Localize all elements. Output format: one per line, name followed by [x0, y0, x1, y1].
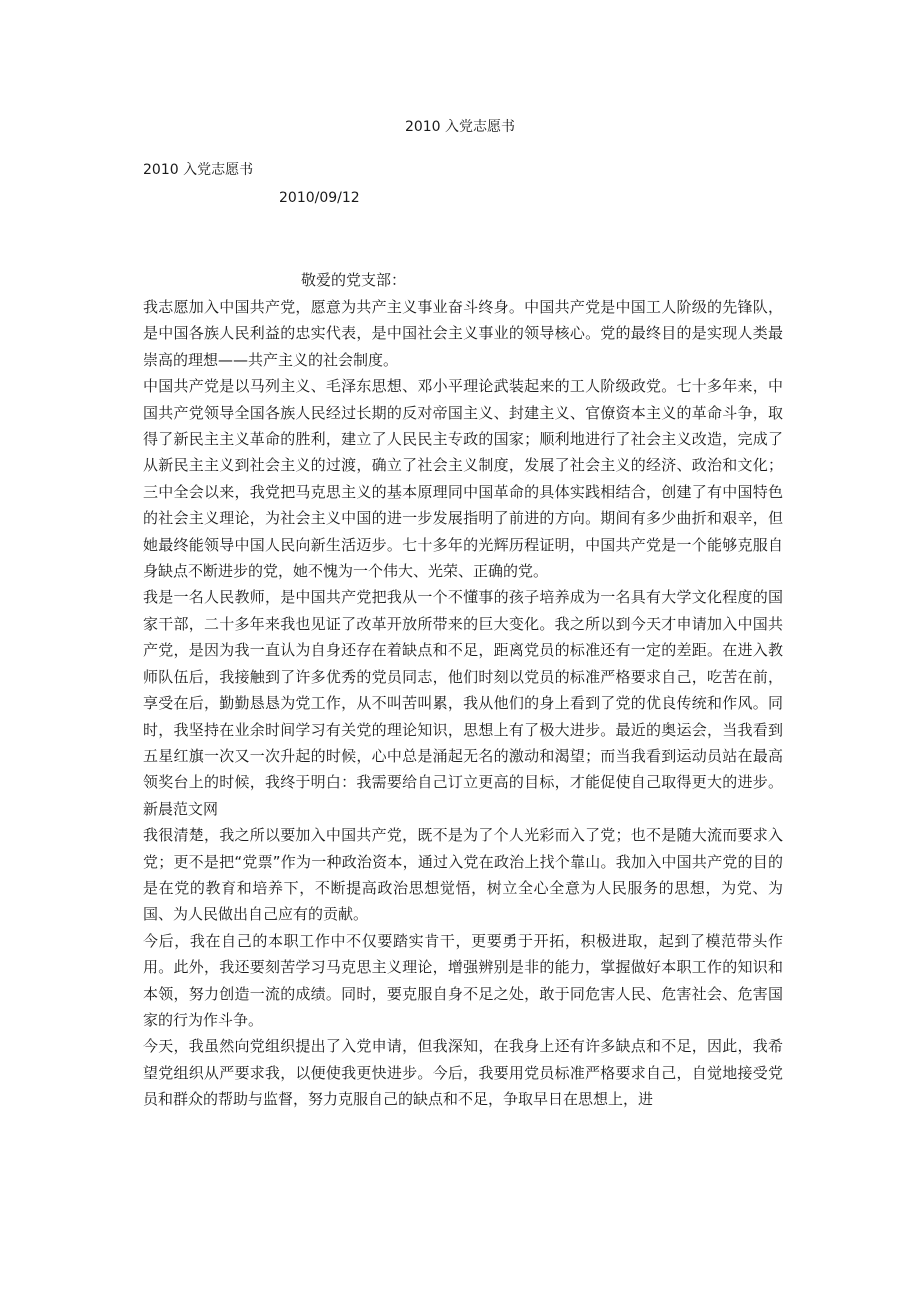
- document-date: 2010/09/12: [279, 190, 360, 206]
- paragraph: 我志愿加入中国共产党，愿意为共产主义事业奋斗终身。中国共产党是中国工人阶级的先锋队，是中国各族人民利益的忠实代表，是中国社会主义事业的领导核心。党的最终目的是实现人类最崇高的理想——共产主义的社会制度。: [143, 298, 783, 369]
- paragraph: 我是一名人民教师，是中国共产党把我从一个不懂事的孩子培养成为一名具有大学文化程度的国家干部，二十多年来我也见证了改革开放所带来的巨大变化。我之所以到今天才申请加入中国共产党，是因为我一直认为自身还存在着缺点和不足，距离党员的标准还有一定的差距。在进入教师队伍后，我接触到了许多优秀的党员同志，他们时刻以党员的标准严格要求自己，吃苦在前，享受在后，勤勤恳恳为党工作，从不叫苦叫累，我从他们的身上看到了党的优良传统和作风。同时，我坚持在业余时间学习有关党的理论知识，思想上有了极大进步。最近的奥运会，当我看到五星红旗一次又一次升起的时候，心中总是涌起无名的激动和渴望；而当我看到运动员站在最高领奖台上的时候，我终于明白：我需要给自己订立更高的目标，才能促使自己取得更大的进步。新晨范文网: [143, 588, 783, 818]
- document-body: [143, 294, 783, 1113]
- document-subtitle: 2010 入党志愿书: [143, 162, 254, 178]
- paragraph: 中国共产党是以马列主义、毛泽东思想、邓小平理论武装起来的工人阶级政党。七十多年来，中国共产党领导全国各族人民经过长期的反对帝国主义、封建主义、官僚资本主义的革命斗争，取得了新民主主义革命的胜利，建立了人民民主专政的国家；顺利地进行了社会主义改造，完成了从新民主主义到社会主义的过渡，确立了社会主义制度，发展了社会主义的经济、政治和文化；三中全会以来，我党把马克思主义的基本原理同中国革命的具体实践相结合，创建了有中国特色的社会主义理论，为社会主义中国的进一步发展指明了前进的方向。期间有多少曲折和艰辛，但她最终能领导中国人民向新生活迈步。七十多年的光辉历程证明，中国共产党是一个能够克服自身缺点不断进步的党，她不愧为一个伟大、光荣、正确的党。: [143, 377, 783, 581]
- paragraph: 我很清楚，我之所以要加入中国共产党，既不是为了个人光彩而入了党；也不是随大流而要求入党；更不是把“党票”作为一种政治资本，通过入党在政治上找个靠山。我加入中国共产党的目的是在党的教育和培养下，不断提高政治思想觉悟，树立全心全意为人民服务的思想，为党、为国、为人民做出自己应有的贡献。: [143, 826, 783, 924]
- paragraph: 今天，我虽然向党组织提出了入党申请，但我深知，在我身上还有许多缺点和不足，因此，我希望党组织从严要求我，以便使我更快进步。今后，我要用党员标准严格要求自己，自觉地接受党员和群众的帮助与监督，努力克服自己的缺点和不足，争取早日在思想上，进: [143, 1037, 783, 1109]
- document-title: 2010 入党志愿书: [404, 119, 516, 135]
- paragraph: 今后，我在自己的本职工作中不仅要踏实肯干，更要勇于开拓，积极进取，起到了模范带头作用。此外，我还要刻苦学习马克思主义理论，增强辨别是非的能力，掌握做好本职工作的知识和本领，努力创造一流的成绩。同时，要克服自身不足之处，敢于同危害人民、危害社会、危害国家的行为作斗争。: [143, 931, 783, 1029]
- salutation: 敬爱的党支部：: [301, 271, 407, 289]
